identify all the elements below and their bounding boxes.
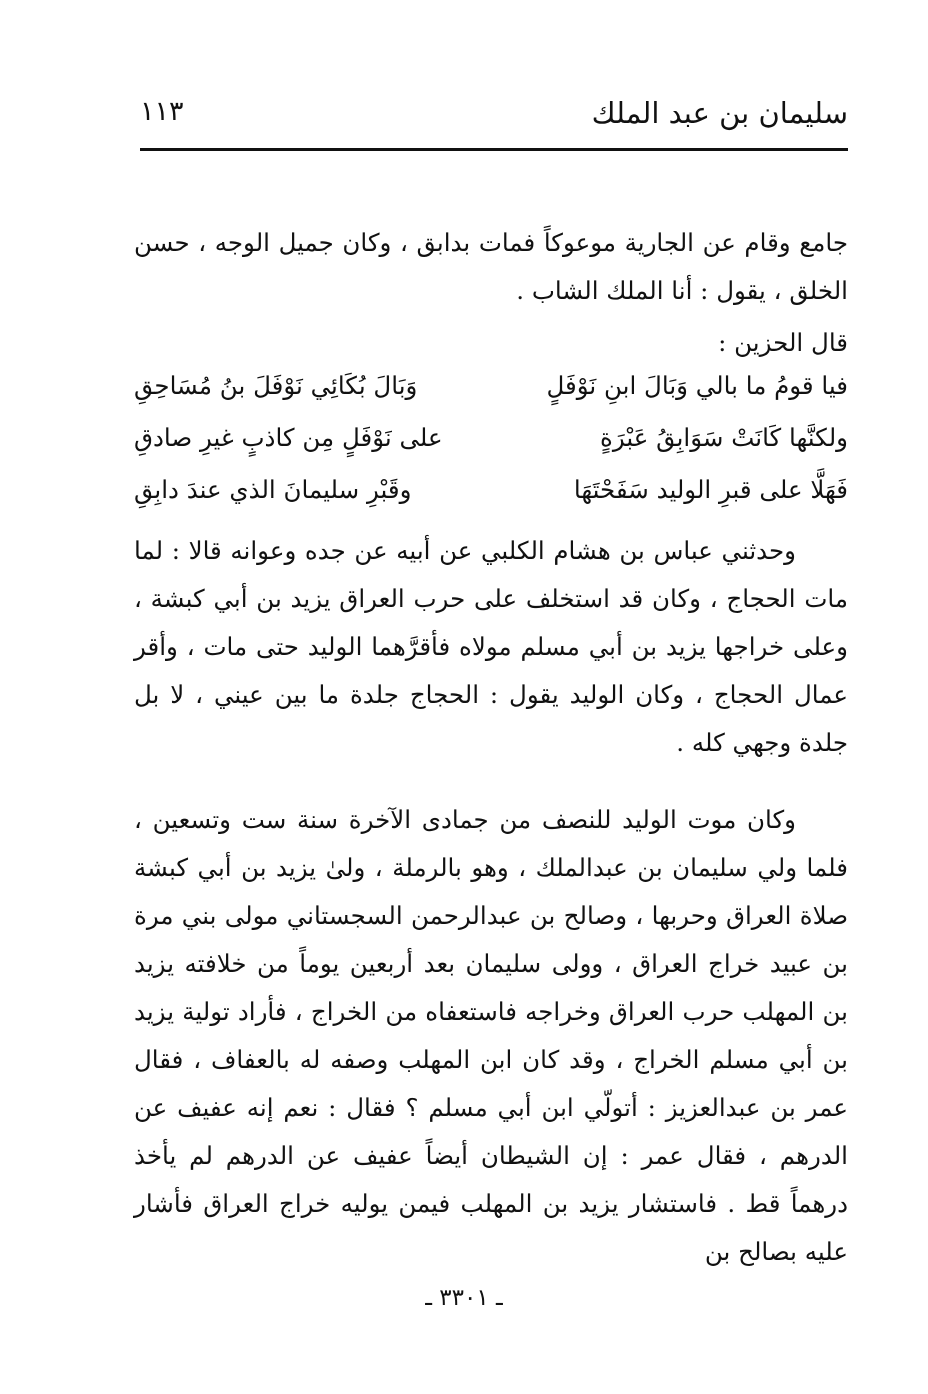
verse-second-hemistich: وَبَالَ بُكَائِي نَوْفَلَ بنُ مُسَاحِقِ (134, 371, 418, 400)
poem-intro: قال الحزين : (718, 328, 848, 357)
verse-line (134, 414, 848, 462)
paragraph-3: وكان موت الوليد للنصف من جمادى الآخرة سنة ست وتسعين ، فلما ولي سليمان بن عبدالملك ، وهو بالرملة ، ولىٰ يزيد بن أبي كبشة صلاة العراق وحربها ، وصالح بن عبدالرحمن السجستاني مولى بني مرة بن عبيد خراج العراق ، وولى سليمان بعد أربعين يوماً من خلافته يزيد بن المهلب حرب العراق وخراجه فاستعفاه من الخراج ، فأراد تولية يزيد بن أبي مسلم الخراج ، وقد كان ابن المهلب وصفه له بالعفاف ، فقال عمر بن عبدالعزيز : أتولّي ابن أبي مسلم ؟ فقال : نعم إنه عفيف عن الدرهم ، فقال عمر : إن الشيطان أيضاً عفيف عن الدرهم لم يأخذ درهماً قط . فاستشار يزيد بن المهلب فيمن يوليه خراج العراق فأشار عليه بصالح بن (134, 805, 848, 1266)
page-number: ١١٣ (140, 96, 184, 127)
verse-first-hemistich: فيا قومُ ما بالي وَبَالَ ابنِ نَوْفَلٍ (546, 371, 848, 400)
verse-second-hemistich: على نَوْفَلٍ مِن كاذبٍ غيرِ صادقِ (134, 423, 443, 452)
page-header (140, 96, 848, 152)
verse-first-hemistich: ولكنَّها كَانَتْ سَوَابِقُ عَبْرَةٍ (600, 423, 848, 452)
header-rule (140, 148, 848, 151)
paragraph-1: جامع وقام عن الجارية موعوكاً فمات بدابق ، وكان جميل الوجه ، حسن الخلق ، يقول : أنا الملك الشاب . (134, 228, 848, 305)
running-title: سليمان بن عبد الملك (591, 96, 848, 130)
verse-line (134, 362, 848, 410)
verse-line (134, 466, 848, 514)
verse-second-hemistich: وقَبْرِ سليمانَ الذي عندَ دابِقِ (134, 475, 412, 504)
footer-page-number: ـ ٣٣٠١ ـ (425, 1285, 503, 1311)
paragraph-2: وحدثني عباس بن هشام الكلبي عن أبيه عن جده وعوانه قالا : لما مات الحجاج ، وكان قد استخلف على حرب العراق يزيد بن أبي كبشة ، وعلى خراجها يزيد بن أبي مسلم مولاه فأقرَّهما الوليد حتى مات ، وأقر عمال الحجاج ، وكان الوليد يقول : الحجاج جلدة ما بين عيني ، لا بل جلدة وجهي كله . (134, 536, 848, 757)
verse-first-hemistich: فَهَلَّا على قبرِ الوليد سَفَحْتَهَا (573, 475, 848, 504)
